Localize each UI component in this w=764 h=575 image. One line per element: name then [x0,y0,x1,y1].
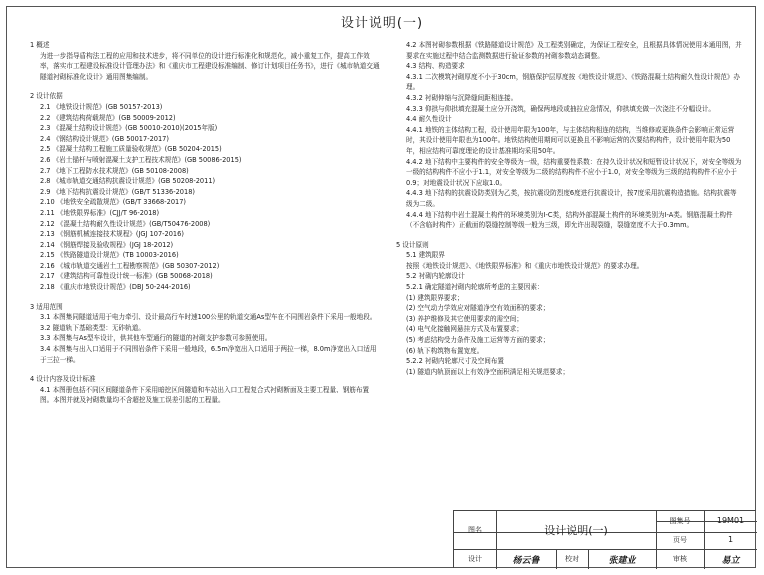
section-heading: 3 适用范围 [30,302,63,311]
paragraph: (5) 考虑结构受力条件及施工运营等方面的要求； [406,336,550,345]
paragraph: 2.11 《地铁限界标准》(CJJ/T 96-2018) [40,208,160,217]
paragraph: 2.9 《地下结构抗震设计规范》(GB/T 51336-2018) [40,187,195,196]
paragraph-gap [30,293,382,302]
right-column [396,40,742,377]
paragraph: (1) 建筑限界要求； [406,293,464,302]
paragraph: 3.2 隧道轨下基础类型：无砟轨道。 [40,323,145,332]
paragraph-gap [396,231,742,240]
reviewer-signature: 易立 [721,555,740,566]
designer-signature: 杨云鲁 [512,555,540,566]
paragraph: (3) 养护维修及其它使用要求的需空间； [406,314,523,323]
paragraph: 2.14 《钢筋焊接及验收规程》(JGJ 18-2012) [40,240,174,249]
paragraph-gap [30,82,382,91]
paragraph: 2.8 《城市轨道交通结构抗震设计规范》(GB 50208-2011) [40,177,216,186]
paragraph: 4.3.3 仰拱与仰拱填充混凝土应分开浇筑，确保两地段或抽拉应急情况，仰拱填充做一次浇注不分幅设计。 [406,104,715,113]
paragraph: 2.2 《建筑结构荷载规范》(GB 50009-2012) [40,113,176,122]
page-title: 设计说明(一) [340,16,424,31]
paragraph: 5.1 建筑限界 [406,251,445,260]
paragraph: 2.4 《钢结构设计规范》(GB 50017-2017) [40,134,169,143]
paragraph: 2.6 《岩土锚杆与喷射混凝土支护工程技术规范》(GB 50086-2015) [40,155,242,164]
paragraph: (6) 轨下构筑物布置宽度。 [406,346,484,355]
paragraph: 4.4.3 地下结构的抗震设防类别为乙类，按抗震设防烈度6度进行抗震设计，按7度采用抗震构造措施。结构抗震等级为二级。 [406,189,737,208]
paragraph: 2.17 《建筑结构可靠性设计统一标准》(GB 50068-2018) [40,272,213,281]
paragraph: 2.15 《铁路隧道设计规范》(TB 10003-2016) [40,251,179,260]
paragraph: 2.1 《地铁设计规范》(GB 50157-2013) [40,102,163,111]
label-reviewer: 审核 [673,555,687,563]
section-heading: 2 设计依据 [30,92,63,101]
label-page-no: 页号 [673,535,687,544]
paragraph: 4.3 结构、构造要求 [406,62,465,71]
atlas-no: 19M01 [716,516,745,525]
paragraph: 4.4 耐久性设计 [406,115,452,124]
paragraph: 2.10 《地铁安全疏散规范》(GB/T 33668-2017) [40,198,186,207]
paragraph: 4.4.2 地下结构中主要构件的安全等级为一级，结构重要性系数：在持久设计状况和短暂设计状况下，对安全等级为一级的结构构件不应小于1.1，对安全等级为二级的结构构件不应小于1.0，对安全等级为三级的结构构件不应小于0.9；对地震设计状况下应取1.0。 [406,157,742,187]
paragraph: 2.5 《混凝土结构工程施工质量验收规范》(GB 50204-2015) [40,145,222,154]
paragraph: 2.12 《混凝土结构耐久性设计规范》(GB/T50476-2008) [40,219,211,228]
paragraph: 4.2 本图衬砌参数根据《铁路隧道设计规范》及工程类别确定，为保证工程安全，且根据具体情况使用本通用图，并要求在实施过程中结合监测数据进行验证参数的衬砌参数动态调整。 [406,41,742,60]
label-checker: 校对 [565,555,579,563]
checker-signature: 张建业 [608,555,636,566]
paragraph: 3.4 本图集与出入口适用于不同围岩条件下采用一般地段，6.5m净宽出入口适用于两拉一梯，8.0m净宽出入口适用于三拉一梯。 [40,345,377,364]
paragraph: 4.1 本图册包括不同区间隧道条件下采用暗挖区间隧道和车站出入口工程复合式衬砌断面及主要工程量、钢筋布置图。本图并就及衬砌数量均不含超挖及施工误差引起的工程量。 [40,385,370,405]
title-block [453,510,756,568]
left-column [30,40,382,406]
section-heading: 1 概述 [30,41,50,49]
paragraph: 4.3.1 二次模筑衬砌厚度不小于30cm，钢筋保护层厚度按《地铁设计规范》、《铁路混凝土结构耐久性设计规范》办理。 [406,72,741,92]
label-drawing-name: 图名 [468,526,482,534]
label-designer: 设计 [468,555,482,563]
section-heading: 4 设计内容及设计标准 [30,375,96,384]
paragraph: 3.1 本图集同隧道适用于电力牵引、设计最高行车时速100公里的轨道交通As型车在不同围岩条件下采用一般地段。 [40,313,377,322]
paragraph: 5.2.1 确定隧道衬砌内轮廓所考虑的主要因素： [406,283,544,292]
label-atlas-no: 图集号 [669,516,691,525]
paragraph: 3.3 本图集与As型车设计，供其他车型通行的隧道的衬砌支护参数可参照使用。 [40,334,272,343]
paragraph: 5.2 衬砌内轮廓设计 [406,272,465,281]
paragraph: 2.18 《重庆市地铁设计规范》(DBJ 50-244-2016) [40,283,191,292]
page-no: 1 [727,535,734,544]
paragraph: 4.3.2 衬砌伸缩与沉降缝间距相连接。 [406,93,518,102]
paragraph: 2.7 《地下工程防水技术规范》(GB 50108-2008) [40,166,189,175]
paragraph: 4.4.1 地铁的主体结构工程，设计使用年限为100年，与主体结构相连的结构，当维修或更换条件会影响正常运营时，其设计使用年限也为100年。地铁结构使用期间可以更换且不影响运营的次要结构构件，设计使用年限为50年，相应结构可靠度理论的设计基准期均采用50年。 [406,125,735,155]
paragraph-gap [30,365,382,374]
paragraph: (4) 电气化接触网悬挂方式及布置要求； [406,325,523,334]
paragraph: 2.3 《混凝土结构设计规范》(GB 50010-2010)(2015年版) [40,124,218,133]
paragraph: 2.13 《钢筋机械连接技术规程》(JGJ 107-2016) [40,230,184,239]
paragraph: 2.16 《城市轨道交通岩土工程勘察规范》(GB 50307-2012) [40,261,220,270]
paragraph: (1) 隧道内轨顶面以上有效净空面积满足相关规范要求； [406,367,570,376]
paragraph: 为进一步指导盾构法工程的应用和技术进步，将不同单位的设计进行标准化和规范化，减小重复工作，提高工作效率，落实市工程建设标准设计管理办法》和《重庆市工程建设标准编制、修订计划项目任务书》，进行《城市轨道交通隧道衬砌标准化设计》通用图集编制。 [40,51,380,81]
paragraph: 4.4.4 地下结构中岩土混凝土构件的环境类别为Ⅰ-C类，结构外部混凝土构件的环境类别为Ⅰ-A类。钢筋混凝土构件（不含临时构件）正截面的裂缝控制等级一般为三级，即允许出现裂缝，裂缝宽度不大于0.3mm。 [406,210,733,230]
paragraph: (2) 空气动力学效应对隧道净空有效面积的要求； [406,304,550,313]
paragraph: 5.2.2 衬砌内轮廓尺寸及空间布置 [406,357,504,366]
section-heading: 5 设计原则 [396,240,429,249]
paragraph: 按照《地铁设计规范》、《地铁限界标准》和《重庆市地铁设计规范》的要求办理。 [406,261,644,270]
drawing-name: 设计说明(一) [544,524,608,537]
